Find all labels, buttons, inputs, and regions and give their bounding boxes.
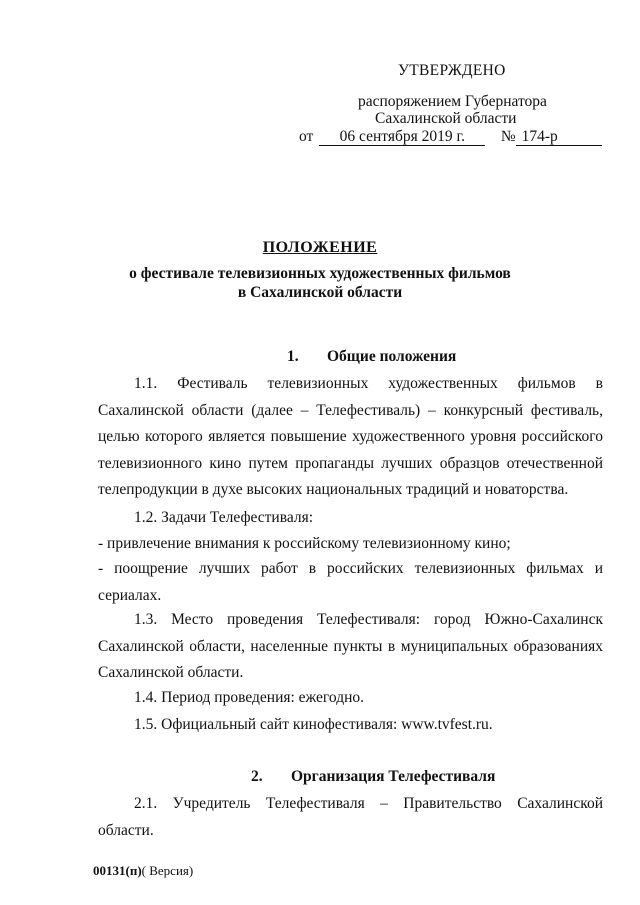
- approval-line-2: Сахалинской области: [375, 110, 517, 127]
- task-item-1: - привлечение внимания к российскому телевизионному кино;: [98, 535, 511, 552]
- task-item-2: - поощрение лучших работ в российских телевизионных фильмах и сериалах.: [98, 560, 603, 604]
- document-subtitle-1: о фестивале телевизионных художественных фильмов: [129, 265, 511, 282]
- footer-version: ( Версия): [141, 863, 194, 878]
- number-label: №: [500, 128, 516, 145]
- paragraph-2-1: 2.1. Учредитель Телефестиваля – Правительство Сахалинской области.: [98, 795, 603, 839]
- section-1-number: 1.: [287, 348, 299, 365]
- approval-number: 174-р: [516, 129, 602, 146]
- paragraph-1-4: 1.4. Период проведения: ежегодно.: [134, 689, 365, 706]
- section-2-title: Организация Телефестиваля: [291, 768, 496, 785]
- section-1-heading: [287, 348, 456, 366]
- document-subtitle-2: в Сахалинской области: [237, 284, 403, 301]
- footer-doc-code: 00131(п): [93, 863, 142, 878]
- footer-code: [93, 863, 193, 879]
- section-2-heading: [251, 768, 495, 786]
- paragraph-1-5: 1.5. Официальный сайт кинофестиваля: www.tvfest.ru.: [134, 716, 493, 733]
- section-1-title: Общие положения: [327, 348, 457, 365]
- approval-line-1: распоряжением Губернатора: [358, 93, 547, 110]
- section-2-number: 2.: [251, 768, 263, 785]
- paragraph-1-3: 1.3. Место проведения Телефестиваля: город Южно-Сахалинск Сахалинской области, населенные пункты в муниципальных образованиях Сахалинской области.: [98, 611, 603, 681]
- paragraph-1-1: 1.1. Фестиваль телевизионных художественных фильмов в Сахалинской области (далее – Телефестиваль) – конкурсный фестиваль, целью которого является повышение художественного уровня российского телевизионного кино путем пропаганды лучших образцов отечественной телепродукции в духе высоких национальных традиций и новаторства.: [98, 375, 603, 498]
- approval-date-line: [299, 128, 602, 146]
- approval-date: 06 сентября 2019 г.: [319, 129, 485, 146]
- approval-title: УТВЕРЖДЕНО: [398, 62, 506, 79]
- document-title: ПОЛОЖЕНИЕ: [262, 239, 378, 256]
- paragraph-1-2: 1.2. Задачи Телефестиваля:: [134, 509, 313, 526]
- from-label: от: [299, 128, 314, 145]
